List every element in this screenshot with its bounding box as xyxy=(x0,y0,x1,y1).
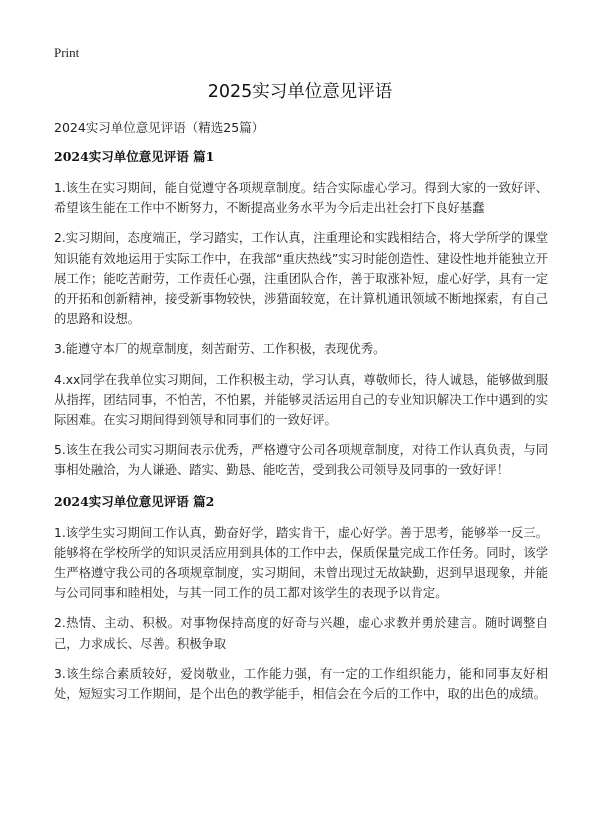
paragraph: 5.该生在我公司实习期间表示优秀，严格遵守公司各项规章制度，对待工作认真负责，与同事相处融洽，为人谦逊、踏实、勤恳、能吃苦，受到我公司领导及同事的一致好评！ xyxy=(54,443,548,478)
paragraph: 2.实习期间，态度端正，学习踏实，工作认真，注重理论和实践相结合，将大学所学的课堂知识能有效地运用于实际工作中，在我部“重庆热线”实习时能创造性、建设性地并能独立开展工作；能吃苦耐劳，工作责任心强，注重团队合作，善于取涨补短，虚心好学，具有一定的开拓和创新精神，接受新事物较快，涉猎面较宽，在计算机通讯领域不断地探索，有自己的思路和设想。 xyxy=(54,231,548,327)
print-link[interactable]: Print xyxy=(54,45,80,60)
section-heading: 2024实习单位意见评语 篇1 xyxy=(54,149,215,164)
section-heading: 2024实习单位意见评语 篇2 xyxy=(54,493,215,509)
paragraph: 2.热情、主动、积极。对事物保持高度的好奇与兴趣，虚心求教并勇於建言。随时调整自己，力求成长、尽善。积极争取 xyxy=(54,616,548,651)
section-1 xyxy=(54,148,548,481)
paragraph: 4.xx同学在我单位实习期间，工作积极主动，学习认真，尊敬师长，待人诚恳，能够做到服从指挥，团结同事，不怕苦，不怕累，并能够灵活运用自己的专业知识解决工作中遇到的实际困难。在实习期间得到领导和同事们的一致好评。 xyxy=(54,372,548,428)
paragraph: 1.该生在实习期间，能自觉遵守各项规章制度。结合实际虚心学习。得到大家的一致好评、希望该生能在工作中不断努力，不断提高业务水平为今后走出社会打下良好基蠢 xyxy=(54,181,548,216)
page-title: 2025实习单位意见评语 xyxy=(207,82,393,102)
document-body xyxy=(54,119,548,714)
paragraph: 3.该生综合素质较好，爱岗敬业，工作能力强，有一定的工作组织能力，能和同事友好相处，短短实习工作期间，是个出色的教学能手，相信会在今后的工作中，取的出色的成绩。 xyxy=(54,666,548,702)
paragraph: 3.能遵守本厂的规章制度，刻苦耐劳、工作积极，表现优秀。 xyxy=(54,342,386,357)
section-2 xyxy=(54,493,548,705)
document-subtitle: 2024实习单位意见评语（精选25篇） xyxy=(54,120,265,135)
paragraph: 1.该学生实习期间工作认真，勤奋好学，踏实肯干，虚心好学。善于思考，能够举一反三。能够将在学校所学的知识灵活应用到具体的工作中去，保质保量完成工作任务。同时，该学生严格遵守我公司的各项规章制度，实习期间，未曾出现过无故缺勤，迟到早退现象，并能与公司同事和睦相处，与其一同工作的员工都对该学生的表现予以肯定。 xyxy=(54,525,548,601)
